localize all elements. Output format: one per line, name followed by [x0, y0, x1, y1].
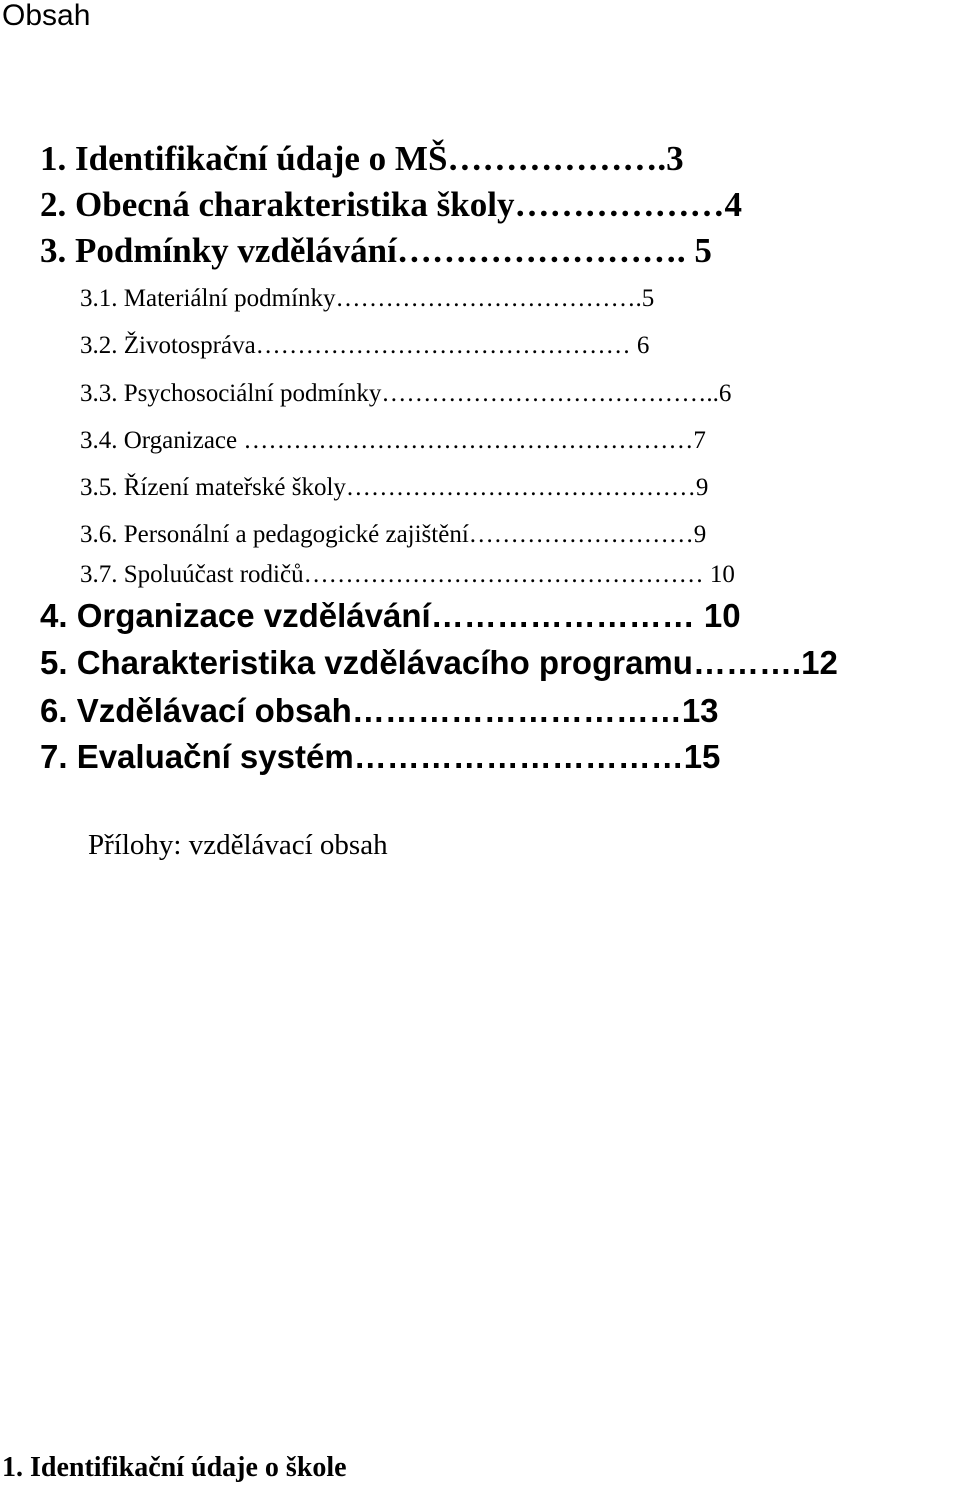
toc-leader-dots: ……………………………………	[345, 474, 696, 501]
toc-leader-dots: …………………………	[351, 692, 682, 729]
toc-entry-label: 3.4. Organizace	[80, 427, 244, 454]
toc-leader-dots: …………………………	[353, 738, 684, 775]
toc-entry-3-5[interactable]	[80, 471, 946, 505]
toc-entry-label: 7. Evaluační systém	[40, 738, 354, 775]
toc-page-number: 9	[695, 474, 709, 501]
toc-page-number: 9	[693, 521, 707, 548]
toc-page-number: 15	[683, 738, 721, 775]
toc-entry-label: 3.6. Personální a pedagogické zajištění	[80, 521, 469, 548]
toc-leader-dots: ……………………	[430, 597, 704, 634]
toc-page-number: 10	[703, 597, 741, 634]
toc-entry-7[interactable]	[40, 734, 956, 780]
toc-page-number: 13	[681, 692, 719, 729]
toc-entry-2[interactable]	[40, 182, 944, 228]
toc-leader-dots: ………………………	[468, 521, 694, 548]
toc-entry-label: 3. Podmínky vzdělávání	[40, 231, 397, 270]
toc-entry-label: 6. Vzdělávací obsah	[40, 692, 352, 729]
toc-entry-label: 3.1. Materiální podmínky	[80, 285, 336, 312]
toc-entry-3-4[interactable]	[80, 424, 946, 458]
section-heading: 1. Identifikační údaje o škole	[2, 1452, 347, 1483]
toc-leader-dots: ………………	[514, 185, 725, 224]
toc-page-number: 6	[718, 380, 732, 407]
toc-page-number: 5	[694, 231, 712, 270]
toc-leader-dots: ………………	[447, 139, 658, 178]
toc-page-number: .12	[791, 644, 838, 681]
toc-page-number: 5	[641, 285, 655, 312]
toc-entry-label: 3.2. Životospráva	[80, 332, 256, 359]
toc-leader-dots: ………	[692, 644, 792, 681]
toc-page-number: .3	[657, 139, 684, 178]
toc-entry-3-6[interactable]	[80, 518, 946, 552]
toc-leader-dots: …………………………………..	[381, 380, 719, 407]
toc-entry-label: 1. Identifikační údaje o MŠ	[40, 139, 448, 178]
toc-entry-label: 3.3. Psychosociální podmínky	[80, 380, 382, 407]
toc-entry-3-2[interactable]	[80, 329, 946, 363]
toc-leader-dots: …………………….	[396, 231, 695, 270]
toc-entry-3-3[interactable]	[80, 377, 946, 411]
toc-entry-label: 3.5. Řízení mateřské školy	[80, 474, 346, 501]
page-title: Obsah	[2, 0, 91, 32]
toc-entry-label: 3.7. Spoluúčast rodičů	[80, 561, 304, 588]
toc-entry-label: 2. Obecná charakteristika školy	[40, 185, 515, 224]
toc-page-number: 6	[636, 332, 650, 359]
toc-page-number: 4	[724, 185, 742, 224]
toc-entry-label: 4. Organizace vzdělávání	[40, 597, 431, 634]
toc-entry-1[interactable]	[40, 136, 944, 182]
toc-entry-label: 5. Charakteristika vzdělávacího programu	[40, 644, 693, 681]
toc-entry-4[interactable]	[40, 593, 956, 639]
toc-leader-dots: …………………………………………	[303, 561, 704, 588]
toc-leader-dots: ………………………………………	[255, 332, 637, 359]
toc-entry-3-7[interactable]	[80, 558, 946, 592]
toc-entry-6[interactable]	[40, 688, 956, 734]
appendix-note: Přílohy: vzdělávací obsah	[88, 829, 388, 861]
toc-page-number: 10	[703, 561, 735, 588]
toc-entry-3-1[interactable]	[80, 282, 946, 316]
toc-leader-dots: ………………………………………………	[243, 427, 694, 454]
toc-page-number: 7	[693, 427, 706, 454]
toc-entry-5[interactable]	[40, 640, 956, 686]
toc-leader-dots: ……………………………….	[335, 285, 642, 312]
toc-entry-3[interactable]	[40, 228, 944, 274]
